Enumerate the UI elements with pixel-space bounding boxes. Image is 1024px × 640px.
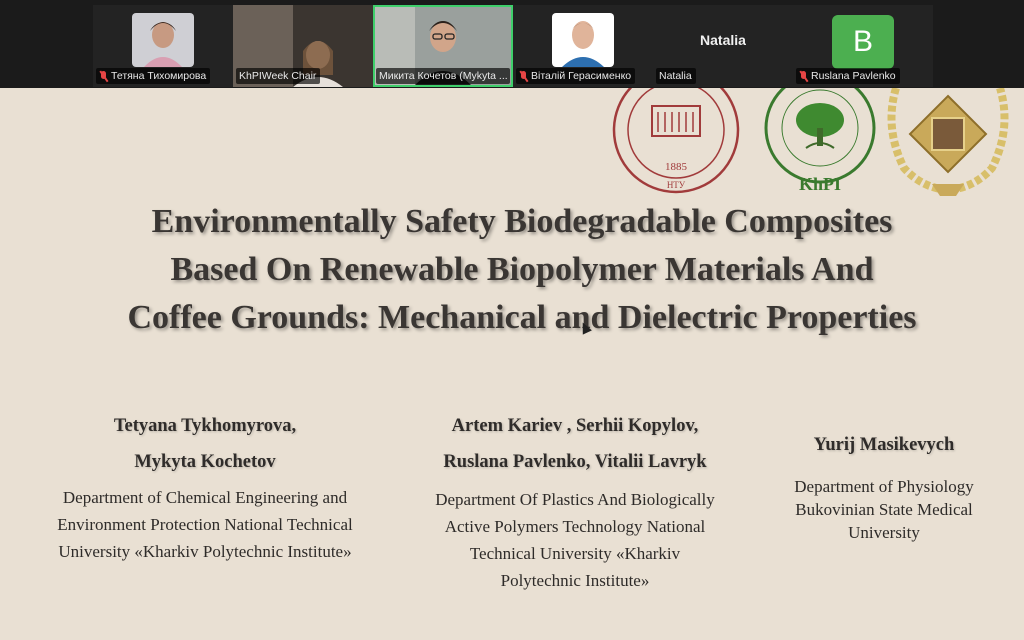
author-name: Mykyta Kochetov <box>134 452 276 472</box>
seal-abbrev: НТУ <box>666 180 686 190</box>
participant-nameplate <box>516 68 635 84</box>
shared-slide <box>0 88 1024 640</box>
participant-nameplate <box>96 68 210 84</box>
author-affiliation: University «Kharkiv Polytechnic Institute» <box>58 542 352 561</box>
participant-name: Віталій Герасименко <box>531 70 632 82</box>
author-name: Tetyana Tykhomyrova, <box>113 416 297 436</box>
author-group-1 <box>30 408 380 565</box>
author-affiliation: Department of Chemical Engineering and <box>62 488 348 507</box>
author-affiliation: Active Polymers Technology National <box>444 517 706 536</box>
participant-tile[interactable] <box>513 5 653 87</box>
participant-tile[interactable] <box>653 5 793 87</box>
participant-name: Ruslana Pavlenko <box>811 70 896 82</box>
author-name: Ruslana Pavlenko, Vitalii Lavryk <box>443 452 707 472</box>
participant-tile[interactable] <box>93 5 233 87</box>
participant-name: Микита Кочетов (Mykyta ... <box>379 70 508 82</box>
participant-tile[interactable] <box>793 5 933 87</box>
author-affiliation: Technical University «Kharkiv <box>469 544 681 563</box>
author-affiliation: Department of Physiology <box>794 477 974 496</box>
mic-muted-icon <box>519 71 528 82</box>
khpi-logo-text: KhPI <box>798 174 842 194</box>
participant-tile[interactable] <box>233 5 373 87</box>
slide-title-line: Environmentally Safety Biodegradable Composites <box>151 203 893 240</box>
seal-year: 1885 <box>665 161 687 173</box>
participant-nameplate <box>656 68 696 84</box>
author-group-2 <box>400 408 750 594</box>
participant-video <box>132 13 194 67</box>
author-affiliation: University <box>848 523 920 542</box>
participant-name: KhPIWeek Chair <box>239 70 317 82</box>
slide-title-line: Coffee Grounds: Mechanical and Dielectric Properties <box>127 299 917 336</box>
mic-muted-icon <box>99 71 108 82</box>
participants-strip <box>0 0 1024 88</box>
author-affiliation: Environment Protection National Technical <box>57 515 353 534</box>
participant-initial-avatar: B <box>832 15 894 69</box>
participant-nameplate <box>376 68 510 84</box>
mic-muted-icon <box>799 71 808 82</box>
participant-display-name: Natalia <box>700 32 746 48</box>
author-affiliation: Bukovinian State Medical <box>795 500 973 519</box>
khpi-tree-logo <box>760 88 880 205</box>
participant-nameplate <box>236 68 320 84</box>
participant-name: Тетяна Тихомирова <box>111 70 207 82</box>
author-affiliation: Department Of Plastics And Biologically <box>435 490 715 509</box>
participant-tile-active-speaker[interactable] <box>373 5 513 87</box>
slide-title-line: Based On Renewable Biopolymer Materials And <box>170 251 874 288</box>
author-affiliation: Polytechnic Institute» <box>500 571 650 590</box>
participant-video <box>552 13 614 67</box>
medical-university-crest-logo <box>882 88 1016 205</box>
slide-title <box>40 198 1004 342</box>
participant-name: Natalia <box>659 70 692 82</box>
author-name: Yurij Masikevych <box>813 435 955 455</box>
university-seal-logo <box>612 88 742 205</box>
author-group-3 <box>770 427 998 544</box>
participant-nameplate <box>796 68 900 84</box>
author-name: Artem Kariev , Serhii Kopylov, <box>451 416 699 436</box>
